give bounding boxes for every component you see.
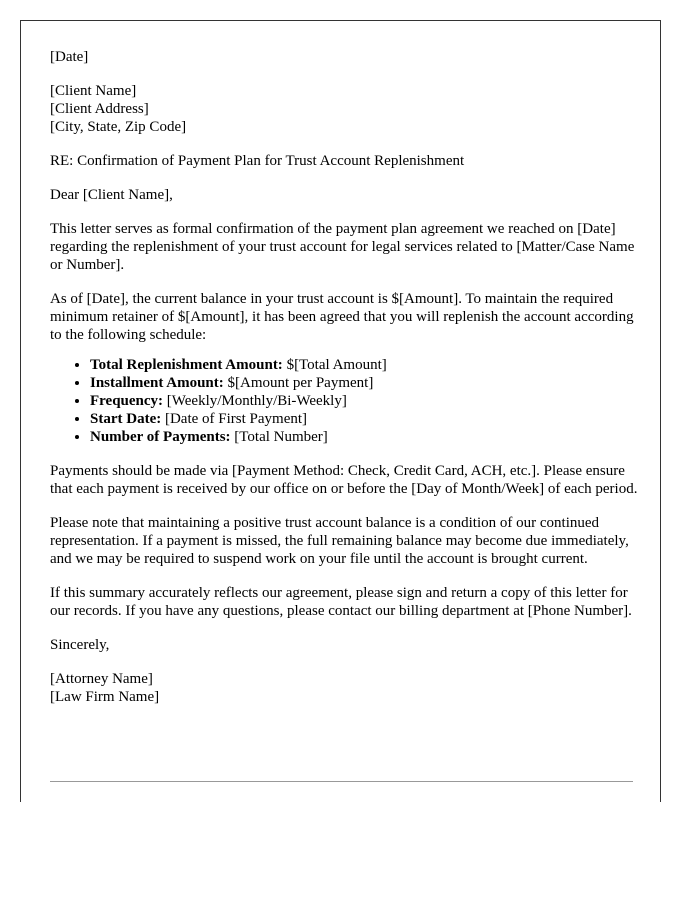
paragraph-positive-balance: Please note that maintaining a positive trust account balance is a condition of our continued representation. If a payment is missed, the full remaining balance may become due immediately, and we may be required to suspend work on your file until the account is brought current.: [50, 515, 629, 567]
list-item: [90, 428, 640, 446]
schedule-label: Start Date:: [90, 411, 162, 427]
schedule-value: [Total Number]: [230, 429, 328, 445]
recipient-name: [Client Name]: [50, 83, 137, 99]
schedule-value: $[Total Amount]: [282, 357, 387, 373]
paragraph-payment-method: Payments should be made via [Payment Method: Check, Credit Card, ACH, etc.]. Please ensure that each payment is received by our office on or before the [Day of Month/Week] of each period.: [50, 463, 638, 497]
schedule-label: Installment Amount:: [90, 375, 224, 391]
law-firm-name: [Law Firm Name]: [50, 689, 160, 705]
list-item: [90, 410, 640, 428]
letter-date: [Date]: [50, 49, 89, 65]
paragraph-sign-return: If this summary accurately reflects our agreement, please sign and return a copy of this letter for our records. If you have any questions, please contact our billing department at [Phone Number].: [50, 585, 632, 619]
recipient-city-state-zip: [City, State, Zip Code]: [50, 119, 187, 135]
payment-schedule-list: [50, 356, 640, 446]
schedule-label: Number of Payments:: [90, 429, 231, 445]
divider: [50, 781, 633, 782]
list-item: [90, 356, 640, 374]
schedule-value: [Date of First Payment]: [161, 411, 308, 427]
schedule-value: [Weekly/Monthly/Bi-Weekly]: [163, 393, 347, 409]
signature-block: [50, 670, 640, 706]
attorney-name: [Attorney Name]: [50, 671, 153, 687]
list-item: [90, 392, 640, 410]
recipient-address: [Client Address]: [50, 101, 149, 117]
schedule-value: $[Amount per Payment]: [223, 375, 374, 391]
paragraph-confirmation: This letter serves as formal confirmation of the payment plan agreement we reached on [Date] regarding the replenishment of your trust account for legal services related to [Matter/Case Name or Number].: [50, 221, 635, 273]
list-item: [90, 374, 640, 392]
schedule-label: Total Replenishment Amount:: [90, 357, 283, 373]
subject-line: RE: Confirmation of Payment Plan for Trust Account Replenishment: [50, 153, 465, 169]
schedule-label: Frequency:: [90, 393, 164, 409]
letter-body: [50, 48, 640, 722]
salutation: Dear [Client Name],: [50, 187, 173, 203]
closing: Sincerely,: [50, 637, 110, 653]
paragraph-balance: As of [Date], the current balance in your trust account is $[Amount]. To maintain the required minimum retainer of $[Amount], it has been agreed that you will replenish the account according to the following schedule:: [50, 291, 634, 343]
recipient-block: [50, 82, 640, 136]
letter-page: [20, 20, 661, 802]
